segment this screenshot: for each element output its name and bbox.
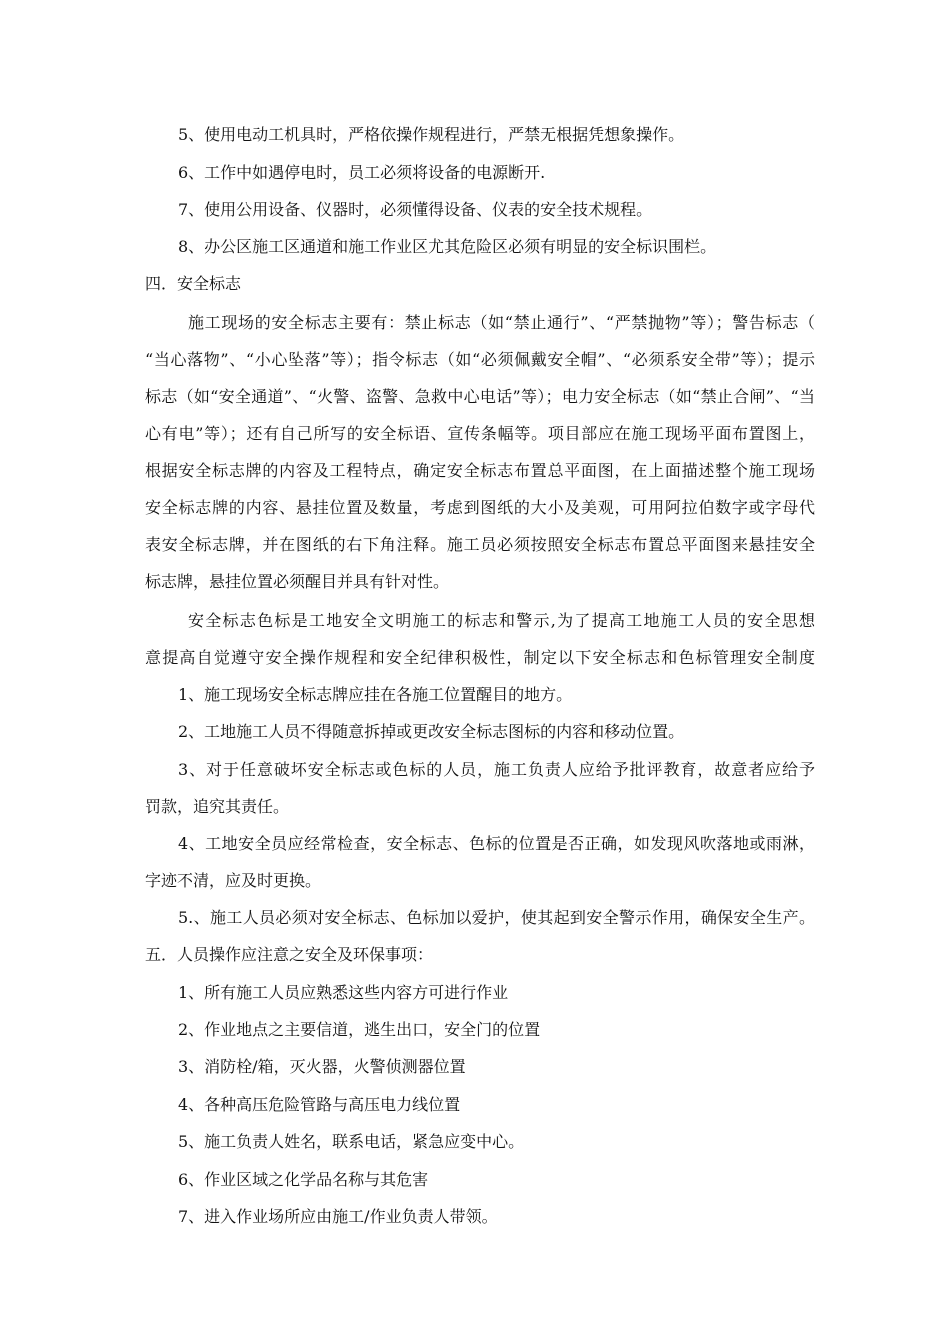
- list-item: 7、进入作业场所应由施工/作业负责人带领。: [178, 1207, 498, 1226]
- list-item: 6、作业区域之化学品名称与其危害: [178, 1170, 429, 1189]
- paragraph-line: “当心落物”、“小心坠落”等）；指令标志（如“必须佩戴安全帽”、“必须系安全带”等）；提示: [145, 350, 815, 369]
- paragraph-line: 意提高自觉遵守安全操作规程和安全纪律积极性，制定以下安全标志和色标管理安全制度: [145, 648, 815, 667]
- list-item: 3、对于任意破坏安全标志或色标的人员，施工负责人应给予批评教育，故意者应给予: [178, 760, 815, 779]
- list-item: 3、消防栓/箱，灭火器，火警侦测器位置: [178, 1057, 466, 1076]
- paragraph-line: 表安全标志牌，并在图纸的右下角注释。施工员必须按照安全标志布置总平面图来悬挂安全: [145, 535, 815, 554]
- list-item-continuation: 字迹不清，应及时更换。: [145, 871, 322, 890]
- section-heading: 五．人员操作应注意之安全及环保事项：: [145, 945, 434, 964]
- paragraph-line: 标志（如“安全通道”、“火警、盗警、急救中心电话”等）；电力安全标志（如“禁止合闸”、“当: [145, 387, 815, 406]
- list-item: 2、工地施工人员不得随意拆掉或更改安全标志图标的内容和移动位置。: [178, 722, 685, 741]
- paragraph-line: 施工现场的安全标志主要有：禁止标志（如“禁止通行”、“严禁抛物”等）；警告标志（: [188, 313, 815, 332]
- list-item: 5.、施工人员必须对安全标志、色标加以爱护，使其起到安全警示作用，确保安全生产。: [178, 908, 815, 927]
- paragraph-line: 安全标志色标是工地安全文明施工的标志和警示,为了提高工地施工人员的安全思想: [188, 611, 815, 630]
- list-item: 1、施工现场安全标志牌应挂在各施工位置醒目的地方。: [178, 685, 573, 704]
- paragraph-line: 安全标志牌的内容、悬挂位置及数量，考虑到图纸的大小及美观，可用阿拉伯数字或字母代: [145, 498, 815, 517]
- list-item: 7、使用公用设备、仪器时，必须懂得设备、仪表的安全技术规程。: [178, 200, 653, 219]
- list-item: 2、作业地点之主要信道，逃生出口，安全门的位置: [178, 1020, 541, 1039]
- paragraph-line: 心有电”等）；还有自己所写的安全标语、宣传条幅等。项目部应在施工现场平面布置图上，: [145, 424, 815, 443]
- list-item: 6、工作中如遇停电时，员工必须将设备的电源断开.: [178, 163, 546, 182]
- section-heading: 四．安全标志: [145, 274, 242, 293]
- list-item: 1、所有施工人员应熟悉这些内容方可进行作业: [178, 983, 509, 1002]
- list-item: 4、工地安全员应经常检查，安全标志、色标的位置是否正确，如发现风吹落地或雨淋，: [178, 834, 815, 853]
- list-item-continuation: 罚款，追究其责任。: [145, 797, 290, 816]
- list-item: 8、办公区施工区通道和施工作业区尤其危险区必须有明显的安全标识围栏。: [178, 237, 717, 256]
- list-item: 4、各种高压危险管路与高压电力线位置: [178, 1095, 461, 1114]
- paragraph-line: 根据安全标志牌的内容及工程特点，确定安全标志布置总平面图，在上面描述整个施工现场: [145, 461, 815, 480]
- paragraph-line: 标志牌，悬挂位置必须醒目并具有针对性。: [145, 572, 450, 591]
- list-item: 5、施工负责人姓名，联系电话，紧急应变中心。: [178, 1132, 525, 1151]
- list-item: 5、使用电动工机具时，严格依操作规程进行，严禁无根据凭想象操作。: [178, 125, 685, 144]
